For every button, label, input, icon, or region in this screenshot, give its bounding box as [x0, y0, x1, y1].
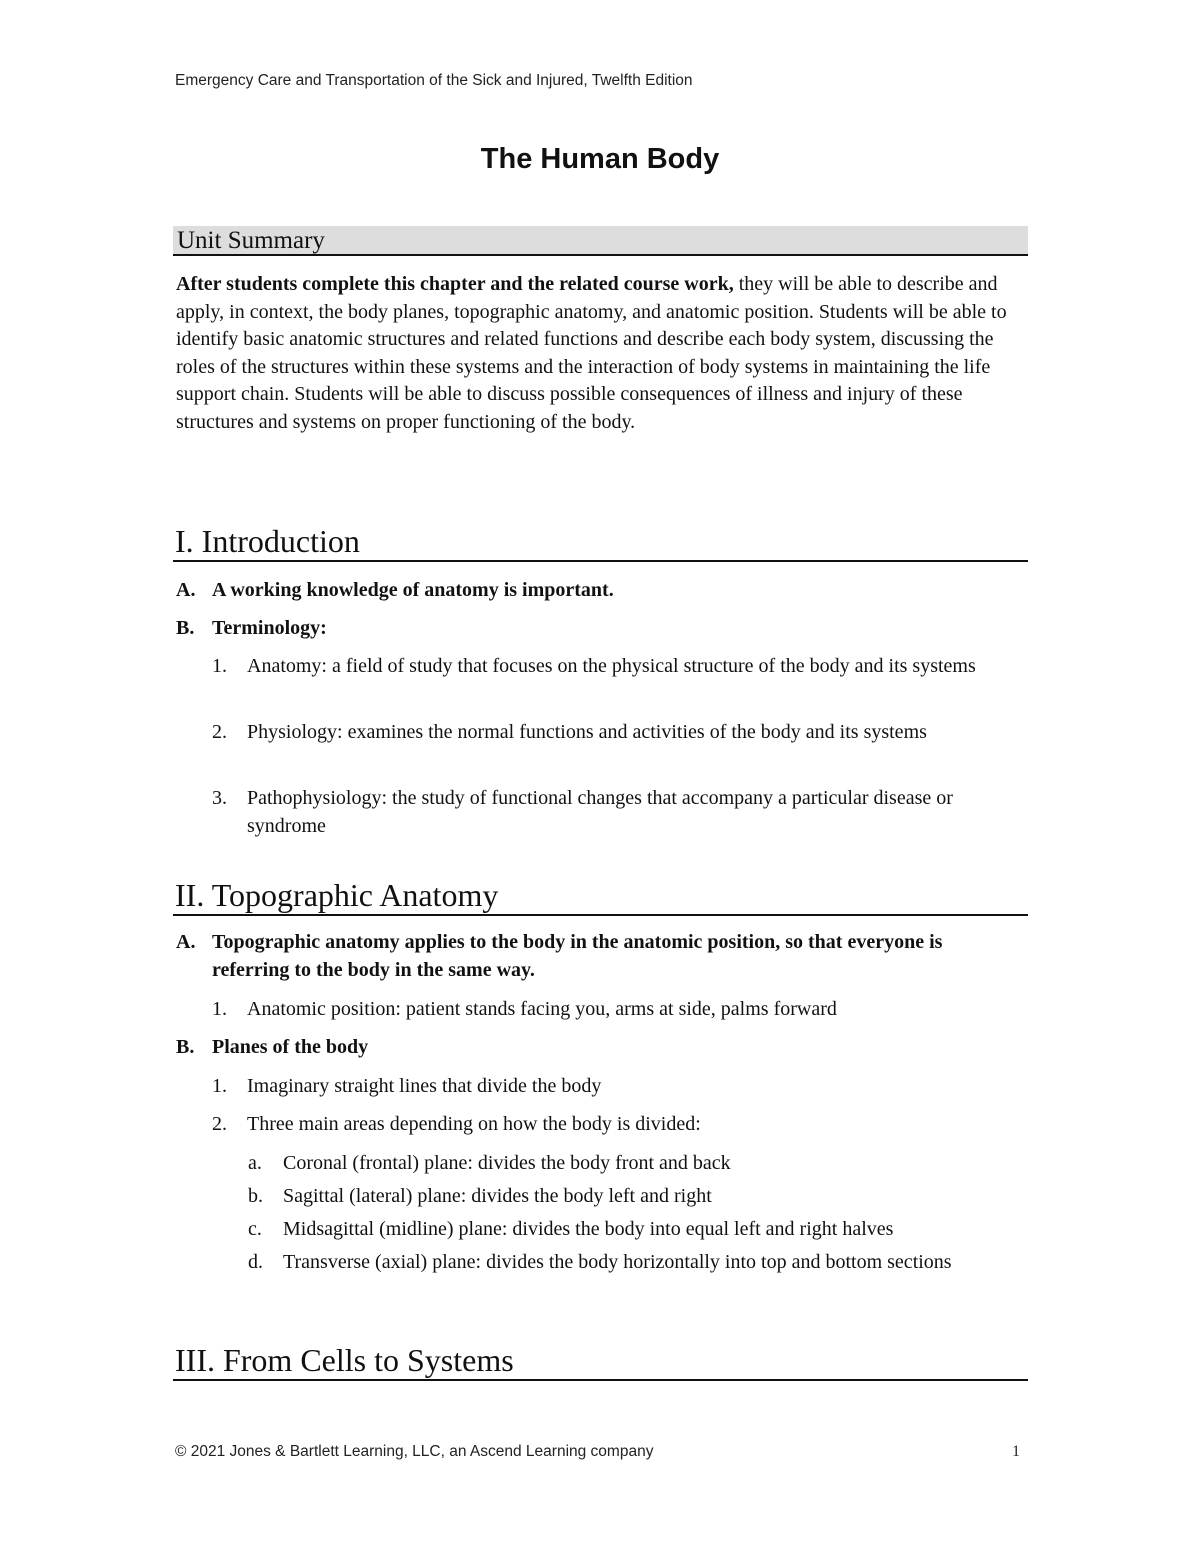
unit-summary-lead: After students complete this chapter and the related course work, — [176, 273, 734, 295]
outline-marker: b. — [248, 1185, 263, 1207]
outline-item — [176, 1034, 996, 1062]
outline-marker: B. — [176, 1036, 195, 1058]
copyright-footer: © 2021 Jones & Bartlett Learning, LLC, an Ascend Learning company — [175, 1443, 654, 1460]
outline-text: Planes of the body — [212, 1036, 369, 1058]
outline-subsubitem — [248, 1183, 1008, 1211]
outline-subitem — [212, 719, 1012, 747]
outline-text: Imaginary straight lines that divide the body — [247, 1075, 602, 1097]
outline-subitem — [212, 996, 1012, 1024]
outline-text: Physiology: examines the normal functions and activities of the body and its systems — [247, 721, 927, 743]
outline-subsubitem — [248, 1150, 1008, 1178]
section-heading-topographic-anatomy: II. Topographic Anatomy — [173, 876, 1028, 916]
outline-subitem — [212, 785, 1012, 840]
outline-subitem — [212, 653, 1012, 681]
outline-marker: 2. — [212, 1113, 227, 1135]
outline-marker: A. — [176, 931, 196, 953]
outline-marker: c. — [248, 1218, 262, 1240]
outline-text: A working knowledge of anatomy is important. — [212, 579, 614, 601]
outline-text: Three main areas depending on how the body is divided: — [247, 1113, 701, 1135]
outline-text: Anatomic position: patient stands facing you, arms at side, palms forward — [247, 998, 837, 1020]
running-header: Emergency Care and Transportation of the Sick and Injured, Twelfth Edition — [175, 72, 693, 89]
outline-text: Terminology: — [212, 617, 327, 639]
outline-text: Transverse (axial) plane: divides the body horizontally into top and bottom sections — [283, 1251, 952, 1273]
outline-subitem — [212, 1073, 1012, 1101]
outline-marker: a. — [248, 1152, 262, 1174]
outline-item — [176, 929, 996, 984]
outline-marker: 1. — [212, 1075, 227, 1097]
outline-subsubitem — [248, 1216, 1008, 1244]
outline-text: Coronal (frontal) plane: divides the body front and back — [283, 1152, 731, 1174]
outline-text: Pathophysiology: the study of functional changes that accompany a particular disease or syndrome — [247, 787, 953, 837]
unit-summary-body: they will be able to describe and apply, in context, the body planes, topographic anatomy, and anatomic position. Students will be able to identify basic anatomic structures and related functions and describe each body system, discussing the roles of the structures within these systems and the interaction of body systems in maintaining the life support chain. Students will be able to discuss possible consequences of illness and injury of these structures and systems on proper functioning of the body. — [176, 273, 1007, 433]
outline-subsubitem — [248, 1249, 1008, 1277]
outline-subitem — [212, 1111, 1012, 1139]
unit-summary-heading-bar — [173, 226, 1028, 256]
page-title: The Human Body — [480, 143, 720, 175]
outline-text: Midsagittal (midline) plane: divides the body into equal left and right halves — [283, 1218, 894, 1240]
outline-marker: B. — [176, 617, 195, 639]
outline-marker: d. — [248, 1251, 263, 1273]
outline-text: Topographic anatomy applies to the body in the anatomic position, so that everyone is referring to the body in the same way. — [212, 931, 943, 981]
outline-item — [176, 615, 996, 643]
outline-text: Anatomy: a field of study that focuses on the physical structure of the body and its systems — [247, 655, 976, 677]
outline-text: Sagittal (lateral) plane: divides the body left and right — [283, 1185, 712, 1207]
outline-item — [176, 577, 996, 605]
section-heading-cells-to-systems: III. From Cells to Systems — [173, 1341, 1028, 1381]
page-number: 1 — [1012, 1443, 1020, 1460]
section-heading-introduction: I. Introduction — [173, 522, 1028, 562]
outline-marker: 1. — [212, 655, 227, 677]
unit-summary-heading: Unit Summary — [177, 227, 325, 254]
unit-summary-paragraph — [176, 271, 1032, 436]
outline-marker: 1. — [212, 998, 227, 1020]
outline-marker: 2. — [212, 721, 227, 743]
outline-marker: A. — [176, 579, 196, 601]
outline-marker: 3. — [212, 787, 227, 809]
